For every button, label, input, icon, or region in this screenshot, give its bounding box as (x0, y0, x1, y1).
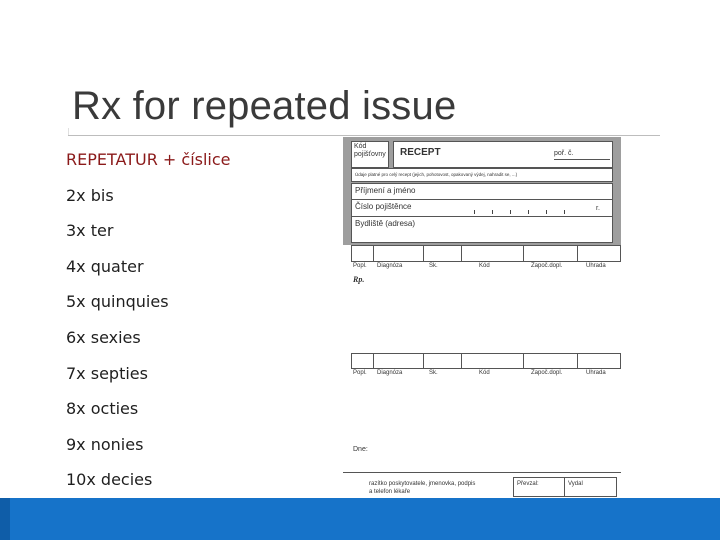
row2-popl: Popl. (353, 370, 367, 376)
order-number-line (554, 159, 610, 160)
row1-uhrada: Úhrada (586, 263, 606, 269)
received-label: Převzal: (517, 481, 539, 487)
recept-header-box (393, 141, 613, 168)
row2-border (523, 353, 524, 368)
insurer-code-label: Kód pojišťovny (354, 143, 386, 158)
instruction-row (351, 168, 613, 182)
birth-r-label: r. (596, 205, 600, 212)
row1-kod: Kód (479, 263, 490, 269)
patient-block (351, 183, 613, 243)
prescription-form-image (343, 137, 621, 503)
row2-border (423, 353, 424, 368)
list-item: 3x ter (66, 221, 114, 241)
row2-border (461, 353, 462, 368)
insured-number-label: Číslo pojištěnce (355, 202, 412, 211)
row2-border (351, 353, 352, 368)
list-item: 8x octies (66, 399, 139, 419)
row1-bottom (351, 261, 621, 262)
row2-border (620, 353, 621, 368)
instruction-text: Údaje platné pro celý recept (jejich, pohotovost, opakovaný výdej, nahradit se, ...) (355, 172, 518, 177)
row2-top (351, 353, 621, 354)
row1-popl: Popl. (353, 263, 367, 269)
row2-sk: Sk. (429, 370, 438, 376)
received-issued-box (513, 477, 617, 497)
list-item: 7x septies (66, 363, 148, 383)
row1-top (351, 245, 621, 246)
tick (474, 210, 475, 214)
list-heading: REPETATUR + číslice (66, 150, 231, 169)
row2-diagnoza: Diagnóza (377, 370, 403, 376)
issued-label: Vydal (568, 481, 583, 487)
row2-border (373, 353, 374, 368)
row2-bottom (351, 368, 621, 369)
list-item: 4x quater (66, 256, 144, 276)
row1-border (577, 245, 578, 261)
stamp-top-line (343, 472, 621, 473)
date-label: Dne: (353, 446, 368, 453)
tick (564, 210, 565, 214)
row2-uhrada: Úhrada (586, 370, 606, 376)
row2-zapoc: Započ.dopl. (531, 370, 563, 376)
address-label: Bydliště (adresa) (355, 219, 416, 228)
name-label: Příjmení a jméno (355, 186, 416, 195)
row2-border (577, 353, 578, 368)
row1-border (620, 245, 621, 261)
row1-zapoc: Započ.dopl. (531, 263, 563, 269)
list-item: 9x nonies (66, 434, 144, 454)
slide-title: Rx for repeated issue (72, 84, 457, 128)
row1-border (373, 245, 374, 261)
rp-symbol: Rp. (353, 275, 365, 284)
tick (492, 210, 493, 214)
received-divider (564, 478, 565, 496)
tick (510, 210, 511, 214)
row1-border (523, 245, 524, 261)
list-item: 5x quinquies (66, 292, 169, 312)
row1-border (423, 245, 424, 261)
footer-bar-accent (0, 498, 10, 540)
tick (546, 210, 547, 214)
order-number-label: poř. č. (554, 150, 574, 157)
insurer-code-box (351, 141, 389, 168)
list-item: 10x decies (66, 470, 153, 490)
recept-title: RECEPT (400, 147, 441, 158)
list-item: 6x sexies (66, 327, 141, 347)
row1-border (351, 245, 352, 261)
list-item: 2x bis (66, 185, 114, 205)
footer-bar (0, 498, 720, 540)
row1-sk: Sk. (429, 263, 438, 269)
row1-diagnoza: Diagnóza (377, 263, 403, 269)
title-divider (68, 135, 660, 136)
row1-border (461, 245, 462, 261)
insured-divider (352, 216, 612, 217)
name-divider (352, 199, 612, 200)
tick (528, 210, 529, 214)
stamp-label: razítko poskytovatele, jmenovka, podpis a telefon lékaře (369, 481, 476, 495)
row2-kod: Kód (479, 370, 490, 376)
repeat-terms-list (66, 150, 231, 506)
